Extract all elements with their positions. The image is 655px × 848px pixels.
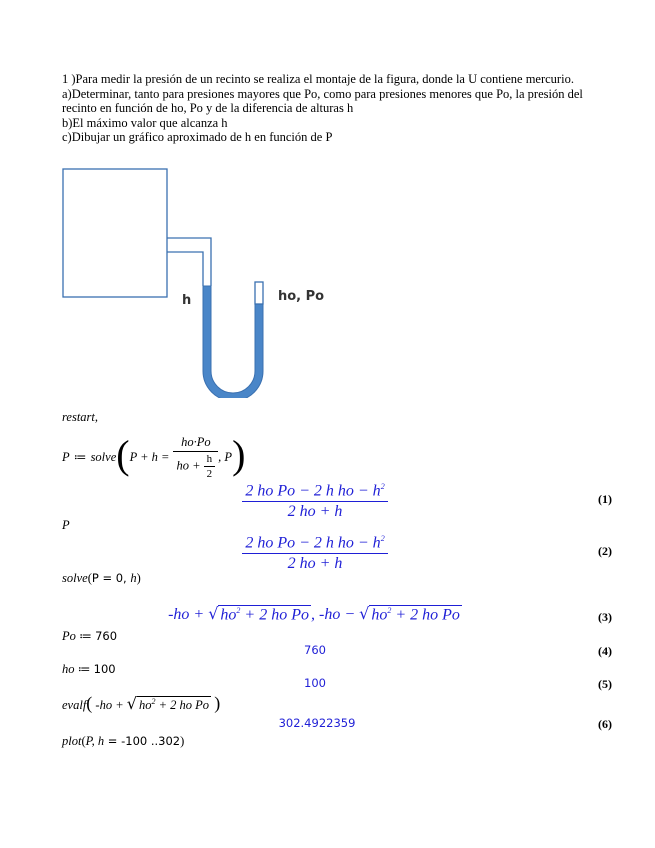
cmd1-expr-left: P + h = — [129, 449, 170, 464]
cmd1-frac-num: ho·Po — [173, 435, 218, 452]
maple-command-2: P — [62, 518, 70, 532]
cmd3-arg-p: P — [91, 571, 99, 585]
cmd7-a: P, — [85, 734, 98, 748]
cmd1-den-left: ho + — [176, 457, 201, 472]
connector-tube — [167, 238, 211, 286]
equation-label-3: (3) — [598, 610, 612, 624]
out2-num: 2 ho Po − 2 h ho − h — [245, 534, 381, 552]
out3-sup-1: 2 — [236, 605, 241, 615]
cmd3-fn: solve — [62, 571, 88, 585]
problem-line: a)Determinar, tanto para presiones mayores que Po, como para presiones menores que Po, la presión del — [62, 86, 583, 101]
problem-statement — [62, 72, 622, 145]
cmd1-den-frac-den: 2 — [206, 467, 213, 480]
cmd3-arg-h: h — [130, 571, 137, 585]
maple-output-3: -ho + √ $ho^2 + 2$ ho Po , -ho − √ $ho^2 + 2$ ho Po — [168, 604, 460, 623]
paren-close: ) — [232, 432, 246, 477]
paren-open: ( — [116, 432, 130, 477]
label-ho-po: ho, Po — [278, 289, 325, 304]
maple-output-6: 302.4922359 — [278, 716, 356, 730]
manometer-figure — [62, 166, 362, 403]
maple-command-3: solve(P = 0, h) — [62, 571, 141, 585]
cmd6-sup: 2 — [151, 696, 156, 706]
cmd7-fn: plot — [62, 734, 82, 748]
equation-label-4: (4) — [598, 644, 612, 658]
cmd6-rad-b: + 2 ho Po — [155, 698, 210, 712]
maple-command-6: evalf( -ho + √ $ho^2 + 2$ ho Po ) — [62, 693, 221, 713]
maple-output-2 — [230, 534, 400, 573]
maple-command-5 — [62, 661, 116, 677]
out1-den: 2 ho + h — [287, 503, 343, 521]
out1-sup: 2 — [380, 482, 385, 491]
out1-num: 2 ho Po − 2 h ho − h — [245, 482, 381, 500]
cmd4-assign: ≔ — [79, 629, 92, 643]
out3-part1-rad-b: + 2 ho Po — [240, 606, 309, 623]
cmd3-arg-eq: = 0, — [98, 571, 131, 585]
cmd1-den-fraction — [204, 453, 216, 480]
equation-label-1: (1) — [598, 492, 612, 506]
maple-command-4 — [62, 628, 117, 644]
out3-part2-rad-a: ho — [371, 606, 388, 623]
maple-output-5: 100 — [304, 676, 326, 690]
cmd7-b: h — [97, 734, 105, 748]
maple-restart: restart, — [62, 410, 98, 424]
cmd1-lhs: P — [62, 449, 70, 464]
out2-fraction — [242, 534, 387, 573]
manometer-drawing — [62, 166, 362, 398]
equation-label-5: (5) — [598, 677, 612, 691]
out3-sup-2: 2 — [387, 605, 392, 615]
out1-fraction — [242, 482, 387, 521]
out2-den: 2 ho + h — [287, 555, 343, 573]
cmd6-rad-a: ho — [138, 698, 152, 712]
cmd6-a: -ho + — [95, 698, 124, 712]
cmd5-lhs: ho — [62, 662, 75, 676]
maple-command-7: plot(P, h = -100 ..302) — [62, 734, 185, 748]
cmd5-assign: ≔ — [77, 662, 91, 676]
problem-line: recinto en función de ho, Po y de la diferencia de alturas h — [62, 101, 354, 115]
open-tube-end — [255, 282, 263, 304]
cmd4-lhs: Po — [62, 629, 76, 643]
assign-op: ≔ — [73, 450, 87, 464]
equation-label-6: (6) — [598, 717, 612, 731]
mercury-column — [203, 286, 263, 398]
problem-line: 1 )Para medir la presión de un recinto se realiza el montaje de la figura, donde la U contiene mercurio. — [62, 72, 574, 86]
out3-part2-rad-b: + 2 ho Po — [391, 606, 460, 623]
out3-part2-a: -ho − — [319, 606, 356, 623]
cmd1-fn: solve — [90, 449, 117, 464]
out3-sep: , — [311, 606, 319, 623]
out2-sup: 2 — [380, 534, 385, 543]
cmd7-c: = -100 ..302 — [104, 734, 181, 748]
problem-line: b)El máximo valor que alcanza h — [62, 115, 228, 130]
cmd1-den-frac-num: h — [204, 453, 216, 467]
cmd1-frac-den — [173, 452, 218, 480]
problem-line: c)Dibujar un gráfico aproximado de h en función de P — [62, 130, 333, 144]
label-h: h — [182, 293, 192, 308]
maple-output-1 — [230, 482, 400, 521]
out3-part1-rad-a: ho — [220, 606, 237, 623]
cmd5-value: 100 — [93, 662, 116, 676]
cmd1-fraction — [173, 435, 218, 480]
equation-label-2: (2) — [598, 544, 612, 558]
maple-output-4: 760 — [304, 643, 326, 657]
out3-part1-a: -ho + — [168, 606, 205, 623]
chamber-box — [63, 169, 167, 297]
cmd4-value: 760 — [95, 629, 118, 643]
cmd1-tail: , P — [218, 449, 233, 464]
maple-command-1 — [62, 434, 245, 480]
cmd6-fn: evalf — [62, 698, 87, 712]
